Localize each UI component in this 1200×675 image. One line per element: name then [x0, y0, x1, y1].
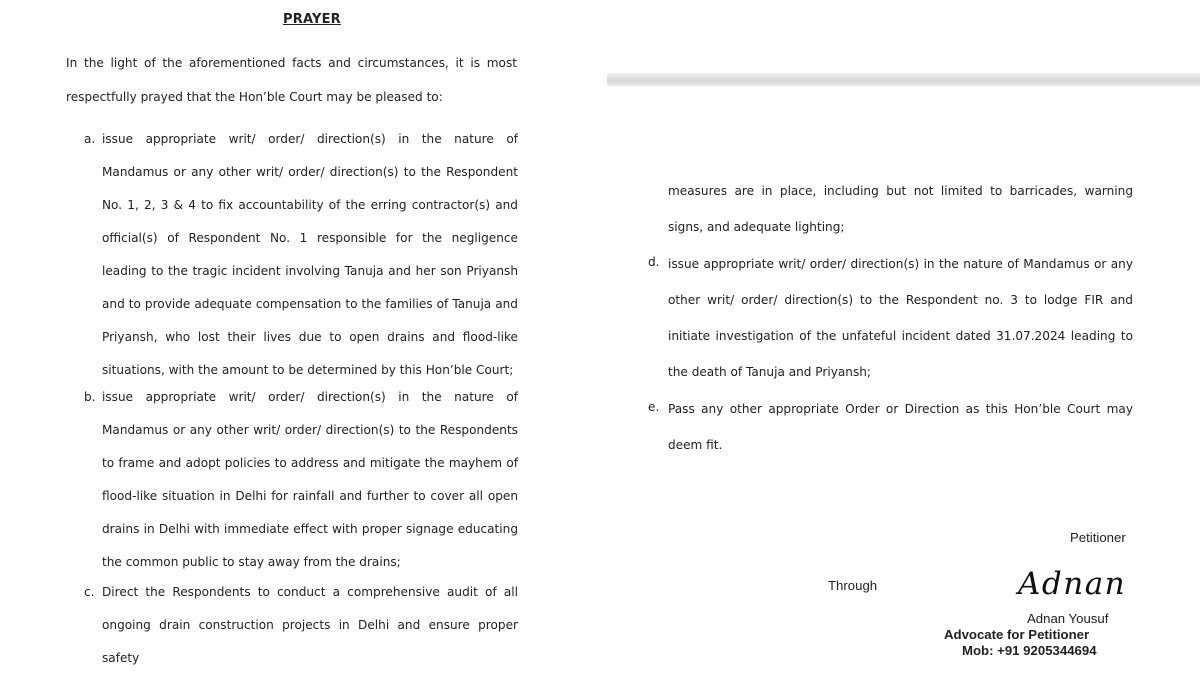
item-marker: a.	[84, 132, 96, 146]
item-marker: d.	[648, 255, 660, 269]
item-text: issue appropriate writ/ order/ direction(s) in the nature of Mandamus or any other writ/ order/ direction(s) to the Respondent No. 1, 2, 3 & 4 to fix accountability of the erring contractor(s) and official(s) of Respondent No. 1 responsible for the negligence leading to the tragic incident involving Tanuja and her son Priyansh and to provide adequate compensation to the families of Tanuja and Priyansh, who lost their lives due to open drains and flood-like situations, with the amount to be determined by this Hon’ble Court;	[102, 132, 518, 377]
left-document-page	[0, 0, 600, 668]
item-marker: e.	[648, 400, 660, 414]
item-text: Direct the Respondents to conduct a comprehensive audit of all ongoing drain construction projects in Delhi and ensure proper safety	[102, 585, 518, 665]
advocate-mobile: Mob: +91 9205344694	[962, 643, 1097, 658]
handwritten-signature: Adnan	[1018, 566, 1127, 602]
through-label: Through	[828, 578, 878, 593]
item-text: Pass any other appropriate Order or Direction as this Hon’ble Court may deem fit.	[668, 402, 1133, 452]
item-marker: c.	[84, 585, 95, 599]
advocate-name: Adnan Yousuf	[1027, 611, 1109, 626]
petitioner-label: Petitioner	[1070, 530, 1126, 545]
item-marker: b.	[84, 390, 96, 404]
prayer-heading: PRAYER	[283, 12, 341, 27]
page-divider	[607, 73, 1200, 86]
item-text: measures are in place, including but not limited to barricades, warning signs, and adequate lighting;	[668, 184, 1133, 234]
advocate-title: Advocate for Petitioner	[944, 627, 1090, 642]
item-text: issue appropriate writ/ order/ direction(s) in the nature of Mandamus or any other writ/ order/ direction(s) to the Respondents to frame and adopt policies to address and mitigate the mayhem of flood-like situation in Delhi for rainfall and further to cover all open drains in Delhi with immediate effect with proper signage educating the common public to stay away from the drains;	[102, 390, 518, 569]
item-text: issue appropriate writ/ order/ direction(s) in the nature of Mandamus or any other writ/ order/ direction(s) to the Respondent no. 3 to lodge FIR and initiate investigation of the unfateful incident dated 31.07.2024 leading to the death of Tanuja and Priyansh;	[668, 257, 1133, 379]
prayer-intro: In the light of the aforementioned facts and circumstances, it is most respectfully prayed that the Hon’ble Court may be pleased to:	[66, 56, 517, 104]
